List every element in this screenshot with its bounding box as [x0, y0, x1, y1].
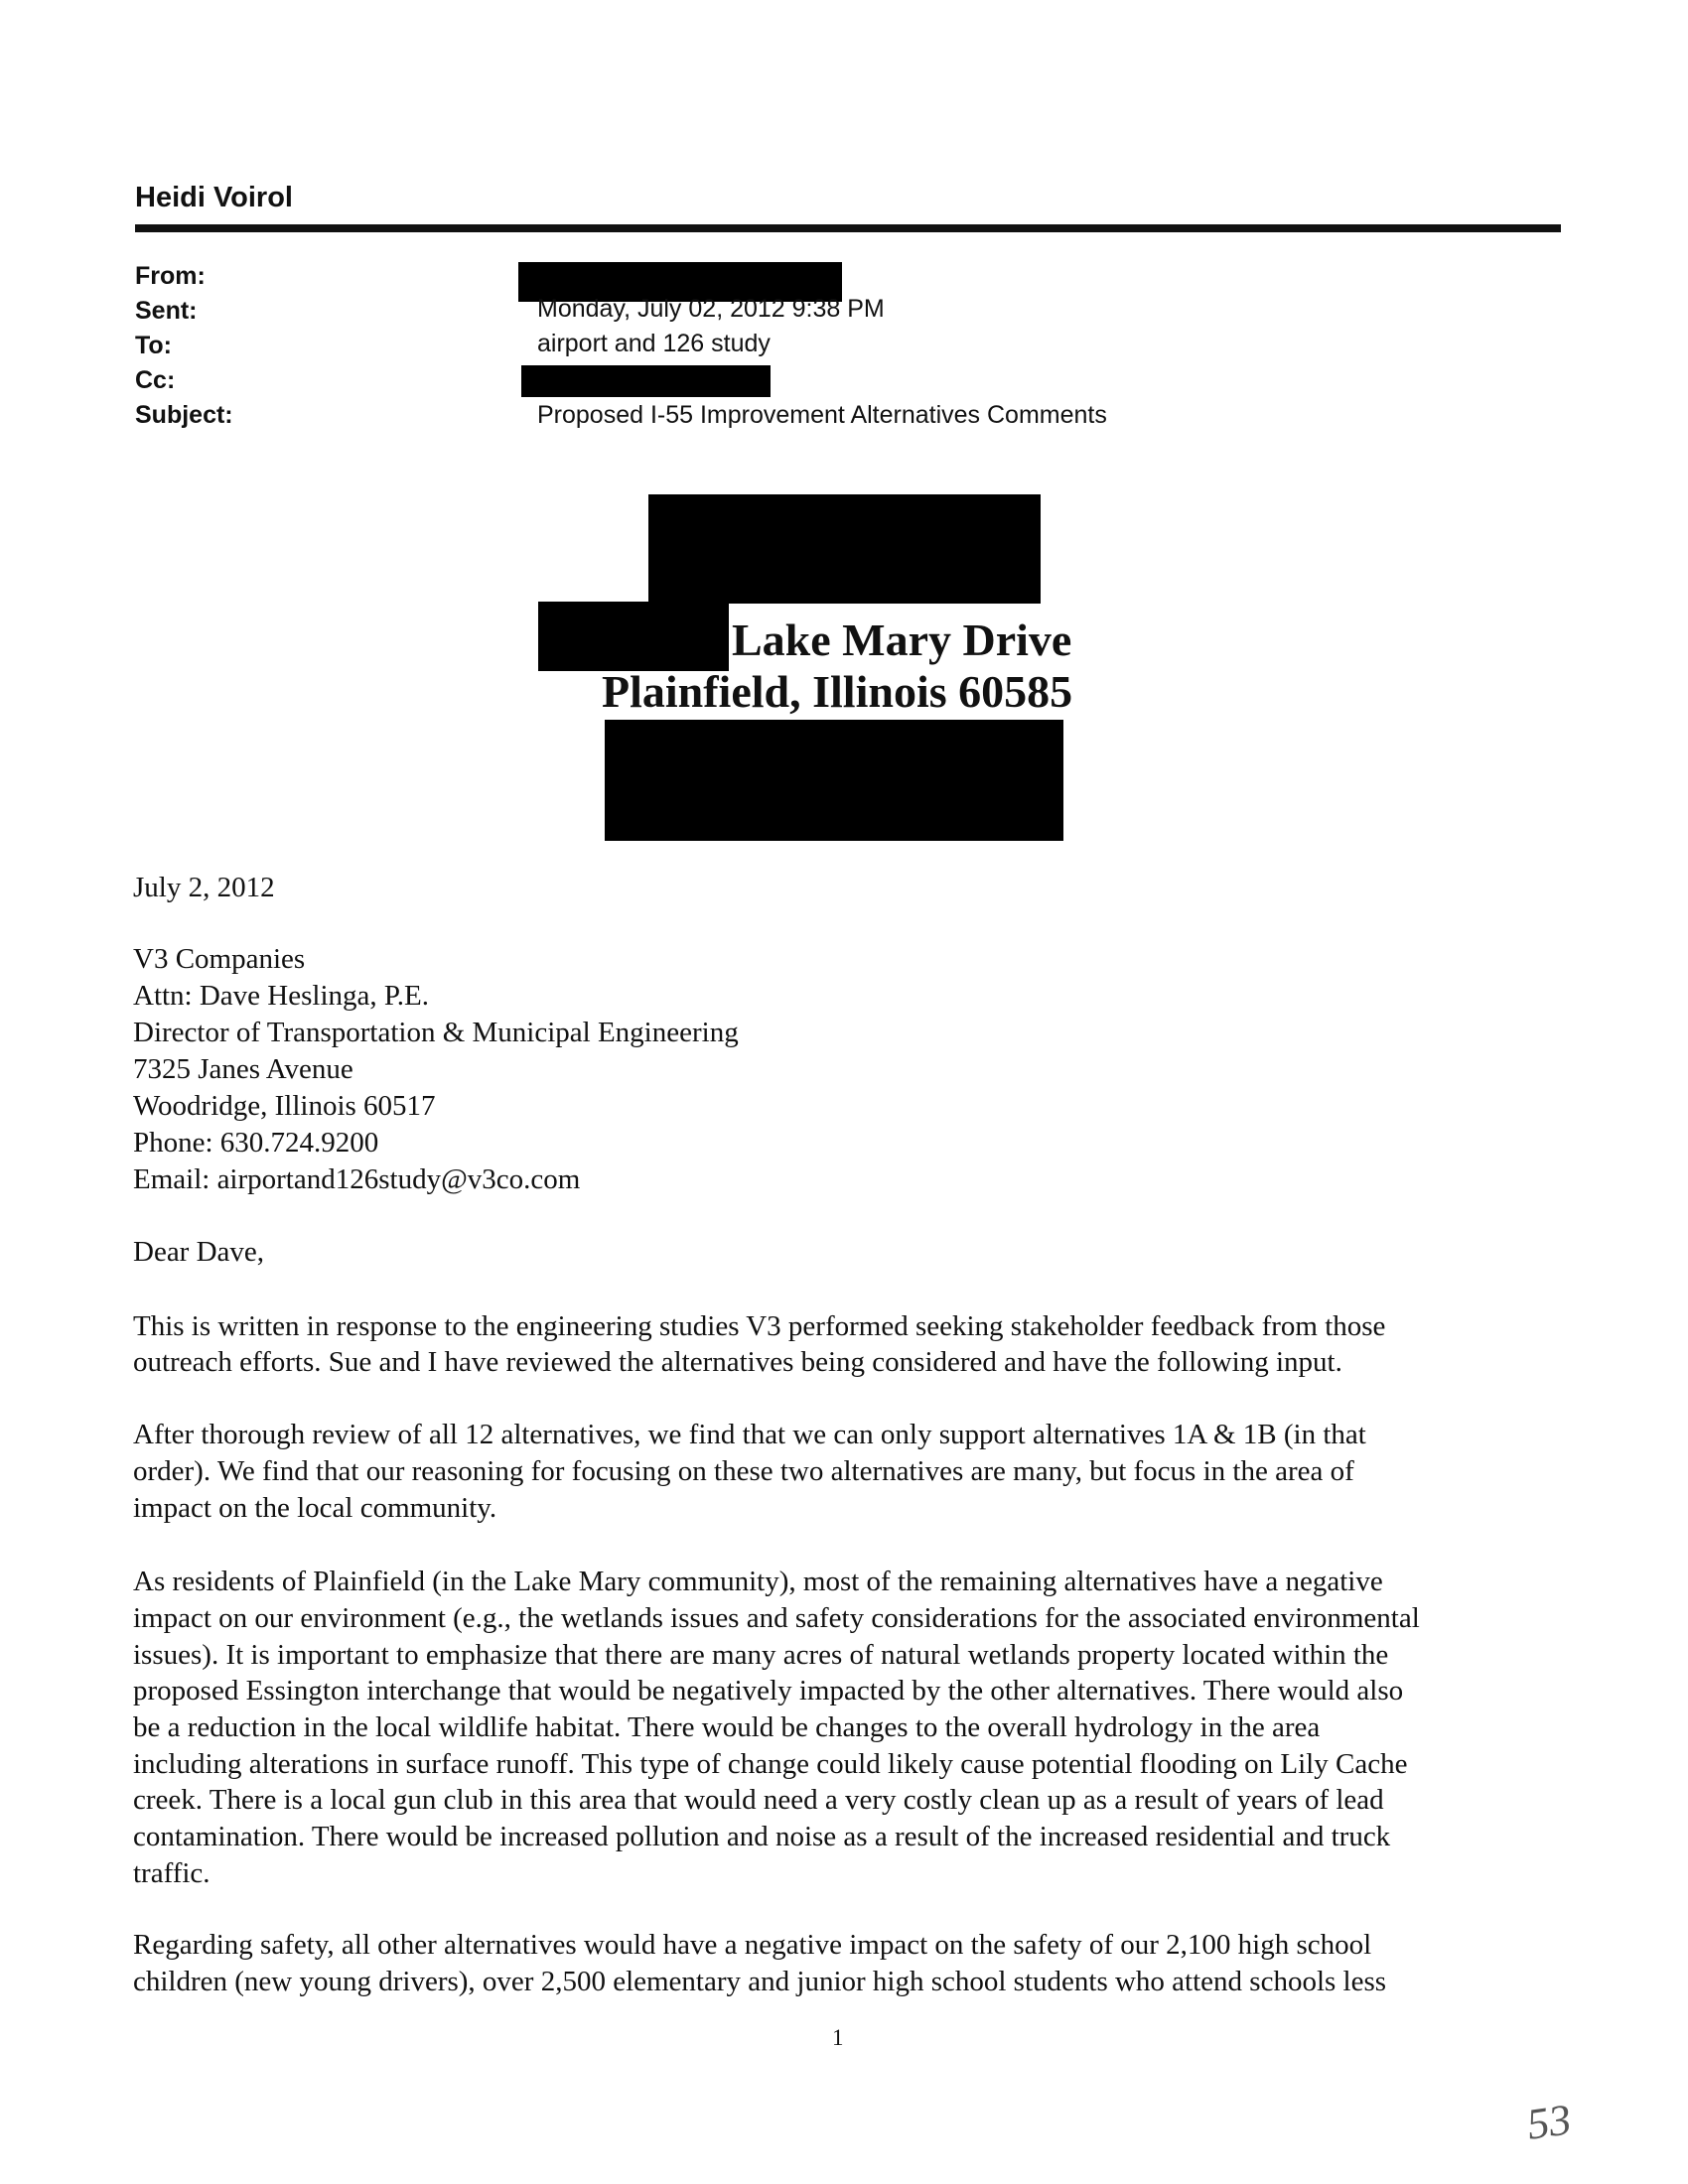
recipient-title: Director of Transportation & Municipal Engineering	[133, 1017, 739, 1048]
letterhead-street: Lake Mary Drive	[732, 614, 1072, 665]
redacted-letterhead-name	[648, 494, 1041, 604]
header-divider	[135, 224, 1561, 232]
paragraph-line: This is written in response to the engineering studies V3 performed seeking stakeholder feedback from those	[133, 1310, 1386, 1342]
page-number: 1	[832, 2025, 844, 2050]
sent-label: Sent:	[135, 297, 198, 325]
paragraph-line: impact on our environment (e.g., the wetlands issues and safety considerations for the associated environmental	[133, 1602, 1420, 1634]
paragraph-line: be a reduction in the local wildlife habitat. There would be changes to the overall hydrology in the area	[133, 1711, 1321, 1743]
sender-name: Heidi Voirol	[135, 182, 293, 213]
from-label: From:	[135, 262, 206, 290]
cc-label: Cc:	[135, 366, 176, 394]
paragraph-line: children (new young drivers), over 2,500 elementary and junior high school students who attend schools less	[133, 1966, 1387, 1997]
recipient-company: V3 Companies	[133, 943, 306, 975]
redacted-contact	[605, 720, 1063, 841]
paragraph-line: issues). It is important to emphasize that there are many acres of natural wetlands property located within the	[133, 1639, 1389, 1671]
paragraph-line: including alterations in surface runoff. This type of change could likely cause potential flooding on Lily Cache	[133, 1748, 1408, 1780]
to-value: airport and 126 study	[537, 330, 771, 357]
handwritten-page-mark: 53	[1523, 2095, 1575, 2149]
subject-value: Proposed I-55 Improvement Alternatives Comments	[537, 401, 1107, 429]
paragraph-line: contamination. There would be increased pollution and noise as a result of the increased residential and truck	[133, 1821, 1391, 1852]
to-label: To:	[135, 332, 173, 359]
redacted-cc	[521, 365, 771, 397]
paragraph-line: After thorough review of all 12 alternatives, we find that we can only support alternatives 1A & 1B (in that	[133, 1419, 1366, 1450]
recipient-street: 7325 Janes Avenue	[133, 1053, 353, 1085]
redacted-house-number	[538, 602, 729, 671]
paragraph-line: traffic.	[133, 1857, 211, 1889]
letter-date: July 2, 2012	[133, 872, 275, 903]
paragraph-line: As residents of Plainfield (in the Lake Mary community), most of the remaining alternatives have a negative	[133, 1566, 1383, 1597]
recipient-phone: Phone: 630.724.9200	[133, 1127, 379, 1159]
paragraph-line: outreach efforts. Sue and I have reviewed the alternatives being considered and have the following input.	[133, 1346, 1342, 1378]
recipient-city: Woodridge, Illinois 60517	[133, 1090, 436, 1122]
paragraph-line: impact on the local community.	[133, 1492, 497, 1524]
salutation: Dear Dave,	[133, 1236, 265, 1268]
sent-value: Monday, July 02, 2012 9:38 PM	[537, 295, 885, 323]
paragraph-line: proposed Essington interchange that would be negatively impacted by the other alternatives. There would also	[133, 1675, 1404, 1706]
recipient-attn: Attn: Dave Heslinga, P.E.	[133, 980, 430, 1012]
paragraph-line: Regarding safety, all other alternatives would have a negative impact on the safety of our 2,100 high school	[133, 1929, 1372, 1961]
paragraph-line: order). We find that our reasoning for focusing on these two alternatives are many, but focus in the area of	[133, 1455, 1354, 1487]
recipient-email: Email: airportand126study@v3co.com	[133, 1163, 581, 1195]
subject-label: Subject:	[135, 401, 233, 429]
paragraph-line: creek. There is a local gun club in this area that would need a very costly clean up as a result of years of lead	[133, 1784, 1384, 1816]
letterhead-city: Plainfield, Illinois 60585	[602, 666, 1073, 717]
